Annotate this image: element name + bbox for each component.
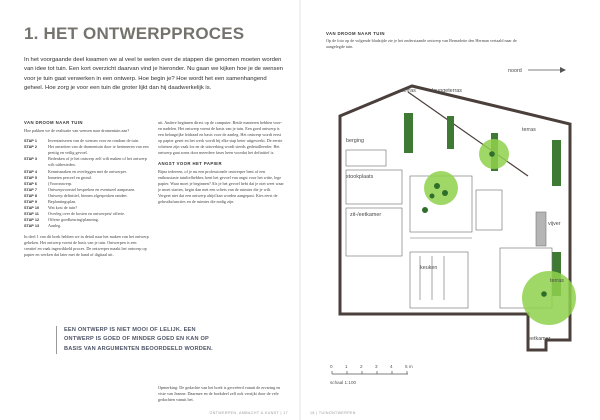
text-column-right: [158, 120, 284, 209]
step-text: Ontwerp definitief, binnen afgesproken randen.: [48, 192, 128, 198]
shrub: [442, 190, 448, 196]
plan-label: terras: [402, 88, 416, 94]
shrub: [430, 194, 435, 199]
section-heading: ANGST VOOR HET PAPIER: [158, 160, 222, 166]
hedge: [447, 116, 454, 149]
step-label: STAP 1: [24, 139, 37, 144]
shrub: [541, 291, 547, 297]
shrub: [434, 183, 440, 189]
plan-label: eetkamer: [528, 336, 551, 342]
plan-label: zit-/eetkamer: [350, 212, 382, 218]
section-outro: In deel 1 van dit boek hebben we in detail naar het maken van het ontwerp gekeken. Het ontwerp vormt de basis van je tuin. Ontwerpen is een creatief en vaak ingewikkeld proces. De ontwerper maakt het ontwerp op papier en werken dat later met de hand of digitaal uit.: [24, 233, 149, 257]
chapter-title: 1. HET ONTWERPPROCES: [24, 24, 245, 43]
closing-note: Opmerking: De gedachte van het boek is gecreëerd vanuit de ervaring en visie van Jeanne. Daarmee en de boekdeel zelf ook verrijkt door de vele gedachten vanuit het.: [158, 385, 281, 403]
intro-paragraph: In het voorgaande deel kwamen we al veel te weten over de stappen die genomen moeten worden van idee tot tuin. Een kort overzicht daarvan vind je hieronder. Nu gaan we kijken hoe je de wensen voor je tuin gaat verwerken in een ontwerp. Hoe begin je? Hoe wordt het een samenhangend geheel. Hoe zorg je voor een tuin die groter lijkt dan hij daadwerkelijk is.: [24, 57, 284, 92]
step-label: STAP 3: [24, 157, 37, 162]
column-paragraph: uit. Andere beginnen direct op de computer. Beide manieren hebben voor- en nadelen. Het ontwerp vormt de basis van je tuin. Een goed ontwerp is een belangrijke leidraad en basis voor de aanleg. Het ontwerp wordt eerst op papier gezet en het werk wordt bij elke stap beter uitgewerkt. De eerste schetsen zijn vaak los en de uitwerking wordt steeds gedetailleerder. Het ontwerp gaat soms door meerdere fases heen voordat het definitief is.: [158, 120, 283, 156]
step-item: [24, 144, 150, 156]
plan-label: vijver: [548, 221, 561, 227]
shrub: [422, 207, 428, 213]
steps-list: [24, 138, 150, 229]
scale-number: 4: [390, 364, 393, 369]
step-label: STAP 13: [24, 224, 40, 229]
scale-number: 1: [345, 364, 348, 369]
step-label: STAP 7: [24, 187, 37, 192]
folio-right: 18 | TUINONTWERPEN: [310, 411, 356, 415]
step-text: (Voorontwerp.: [48, 180, 73, 186]
section-intro: Hoe pakken we de realisatie van wensen naar dromentuin aan?: [24, 128, 130, 133]
tree-canopy: [522, 271, 576, 325]
step-text: Ontwerpvoorstel bespreken en eventueel aanpassen.: [48, 186, 136, 192]
north-arrow: [508, 67, 566, 74]
step-label: STAP 12: [24, 218, 40, 223]
step-text: Wat kost de tuin?: [48, 205, 78, 211]
step-text: Overleg over de kosten en ontwerpen/ offerte.: [48, 211, 126, 217]
step-text: Kennismaken en overleggen met de ontwerper.: [48, 168, 127, 174]
tree-canopy: [424, 171, 458, 205]
text-column-left: [24, 120, 150, 262]
column-paragraph: Bijna iedereen, of je nu een professionele ontwerper bent of een enthousiaste tuinliefhebber, kent het gevoel van angst voor het witte, lege papier. Waar moet je beginnen? Als je het gevoel hebt dat je niet weet waar je moet starten, begin dan met een schets van de ruimtes die je wilt. Vergeet niet dat een ontwerp altijd kan worden aangepast. Kies eerst de gebruiksfuncties en de ruimtes die nodig zijn.: [158, 168, 284, 205]
north-label: noord: [508, 68, 522, 74]
step-item: [24, 223, 150, 229]
step-text: Offerte goedkeuring/planning.: [48, 217, 99, 223]
plan-label: terras: [550, 278, 564, 284]
step-label: STAP 4: [24, 169, 37, 174]
step-label: STAP 6: [24, 181, 37, 186]
hedge: [552, 140, 561, 186]
step-label: STAP 10: [24, 206, 40, 211]
scale-number: 2: [360, 364, 363, 369]
step-text: Inventariseren van de wensen voor en rondom de tuin.: [48, 138, 140, 144]
caption-text: Op de foto op de volgende bladzijde zie je het onderstaande ontwerp van Bernadette den Herman vertaald naar de aangelegde tuin.: [326, 38, 517, 49]
step-label: STAP 5: [24, 175, 37, 180]
scale-number: 0: [330, 364, 333, 369]
step-text: Aanleg.: [48, 223, 62, 229]
hedge: [404, 113, 413, 153]
folio-left: ONTWERPEN, AMBACHT & KUNST | 17: [209, 411, 288, 415]
caption-title: VAN DROOM NAAR TUIN: [326, 31, 385, 36]
step-label: STAP 11: [24, 212, 39, 217]
step-item: [24, 156, 150, 168]
step-text: Het omzetten van de dromentuin door te herinneren van een prettig en veilig gevoel.: [48, 144, 149, 156]
plan-label: keuken: [420, 265, 438, 271]
step-label: STAP 2: [24, 145, 37, 150]
scale-number: 5 m: [405, 364, 413, 369]
step-text: Bedenken of je het ontwerp zelf wilt maken of het ontwerp wilt uitbesteden.: [48, 156, 147, 168]
section-heading: VAN DROOM NAAR TUIN: [24, 120, 83, 125]
step-label: STAP 9: [24, 200, 37, 205]
step-label: STAP 8: [24, 193, 37, 198]
garden-plan: [300, 0, 600, 420]
scale-number: 3: [375, 364, 378, 369]
north-arrow-head: [560, 67, 566, 73]
step-text: Inmeten perceel en grond.: [48, 174, 92, 180]
shrub: [489, 151, 495, 157]
pull-quote: EEN ONTWERP IS NIET MOOI OF LELIJK. EEN ONTWERP IS GOED OF MINDER GOED EN KAN OP BASIS VAN ARGUMENTEN BEOORDEELD WORDEN.: [56, 326, 214, 354]
pond: [536, 212, 546, 246]
plan-label: berging: [346, 138, 364, 144]
scale-caption: schaal 1:100: [330, 380, 357, 385]
plan-label: terras: [522, 127, 536, 133]
scale-bar: [330, 364, 413, 385]
plan-label: stookplaats: [346, 174, 374, 180]
step-text: Beplantingsplan.: [48, 199, 77, 205]
plan-label: loungeterras: [432, 88, 462, 94]
